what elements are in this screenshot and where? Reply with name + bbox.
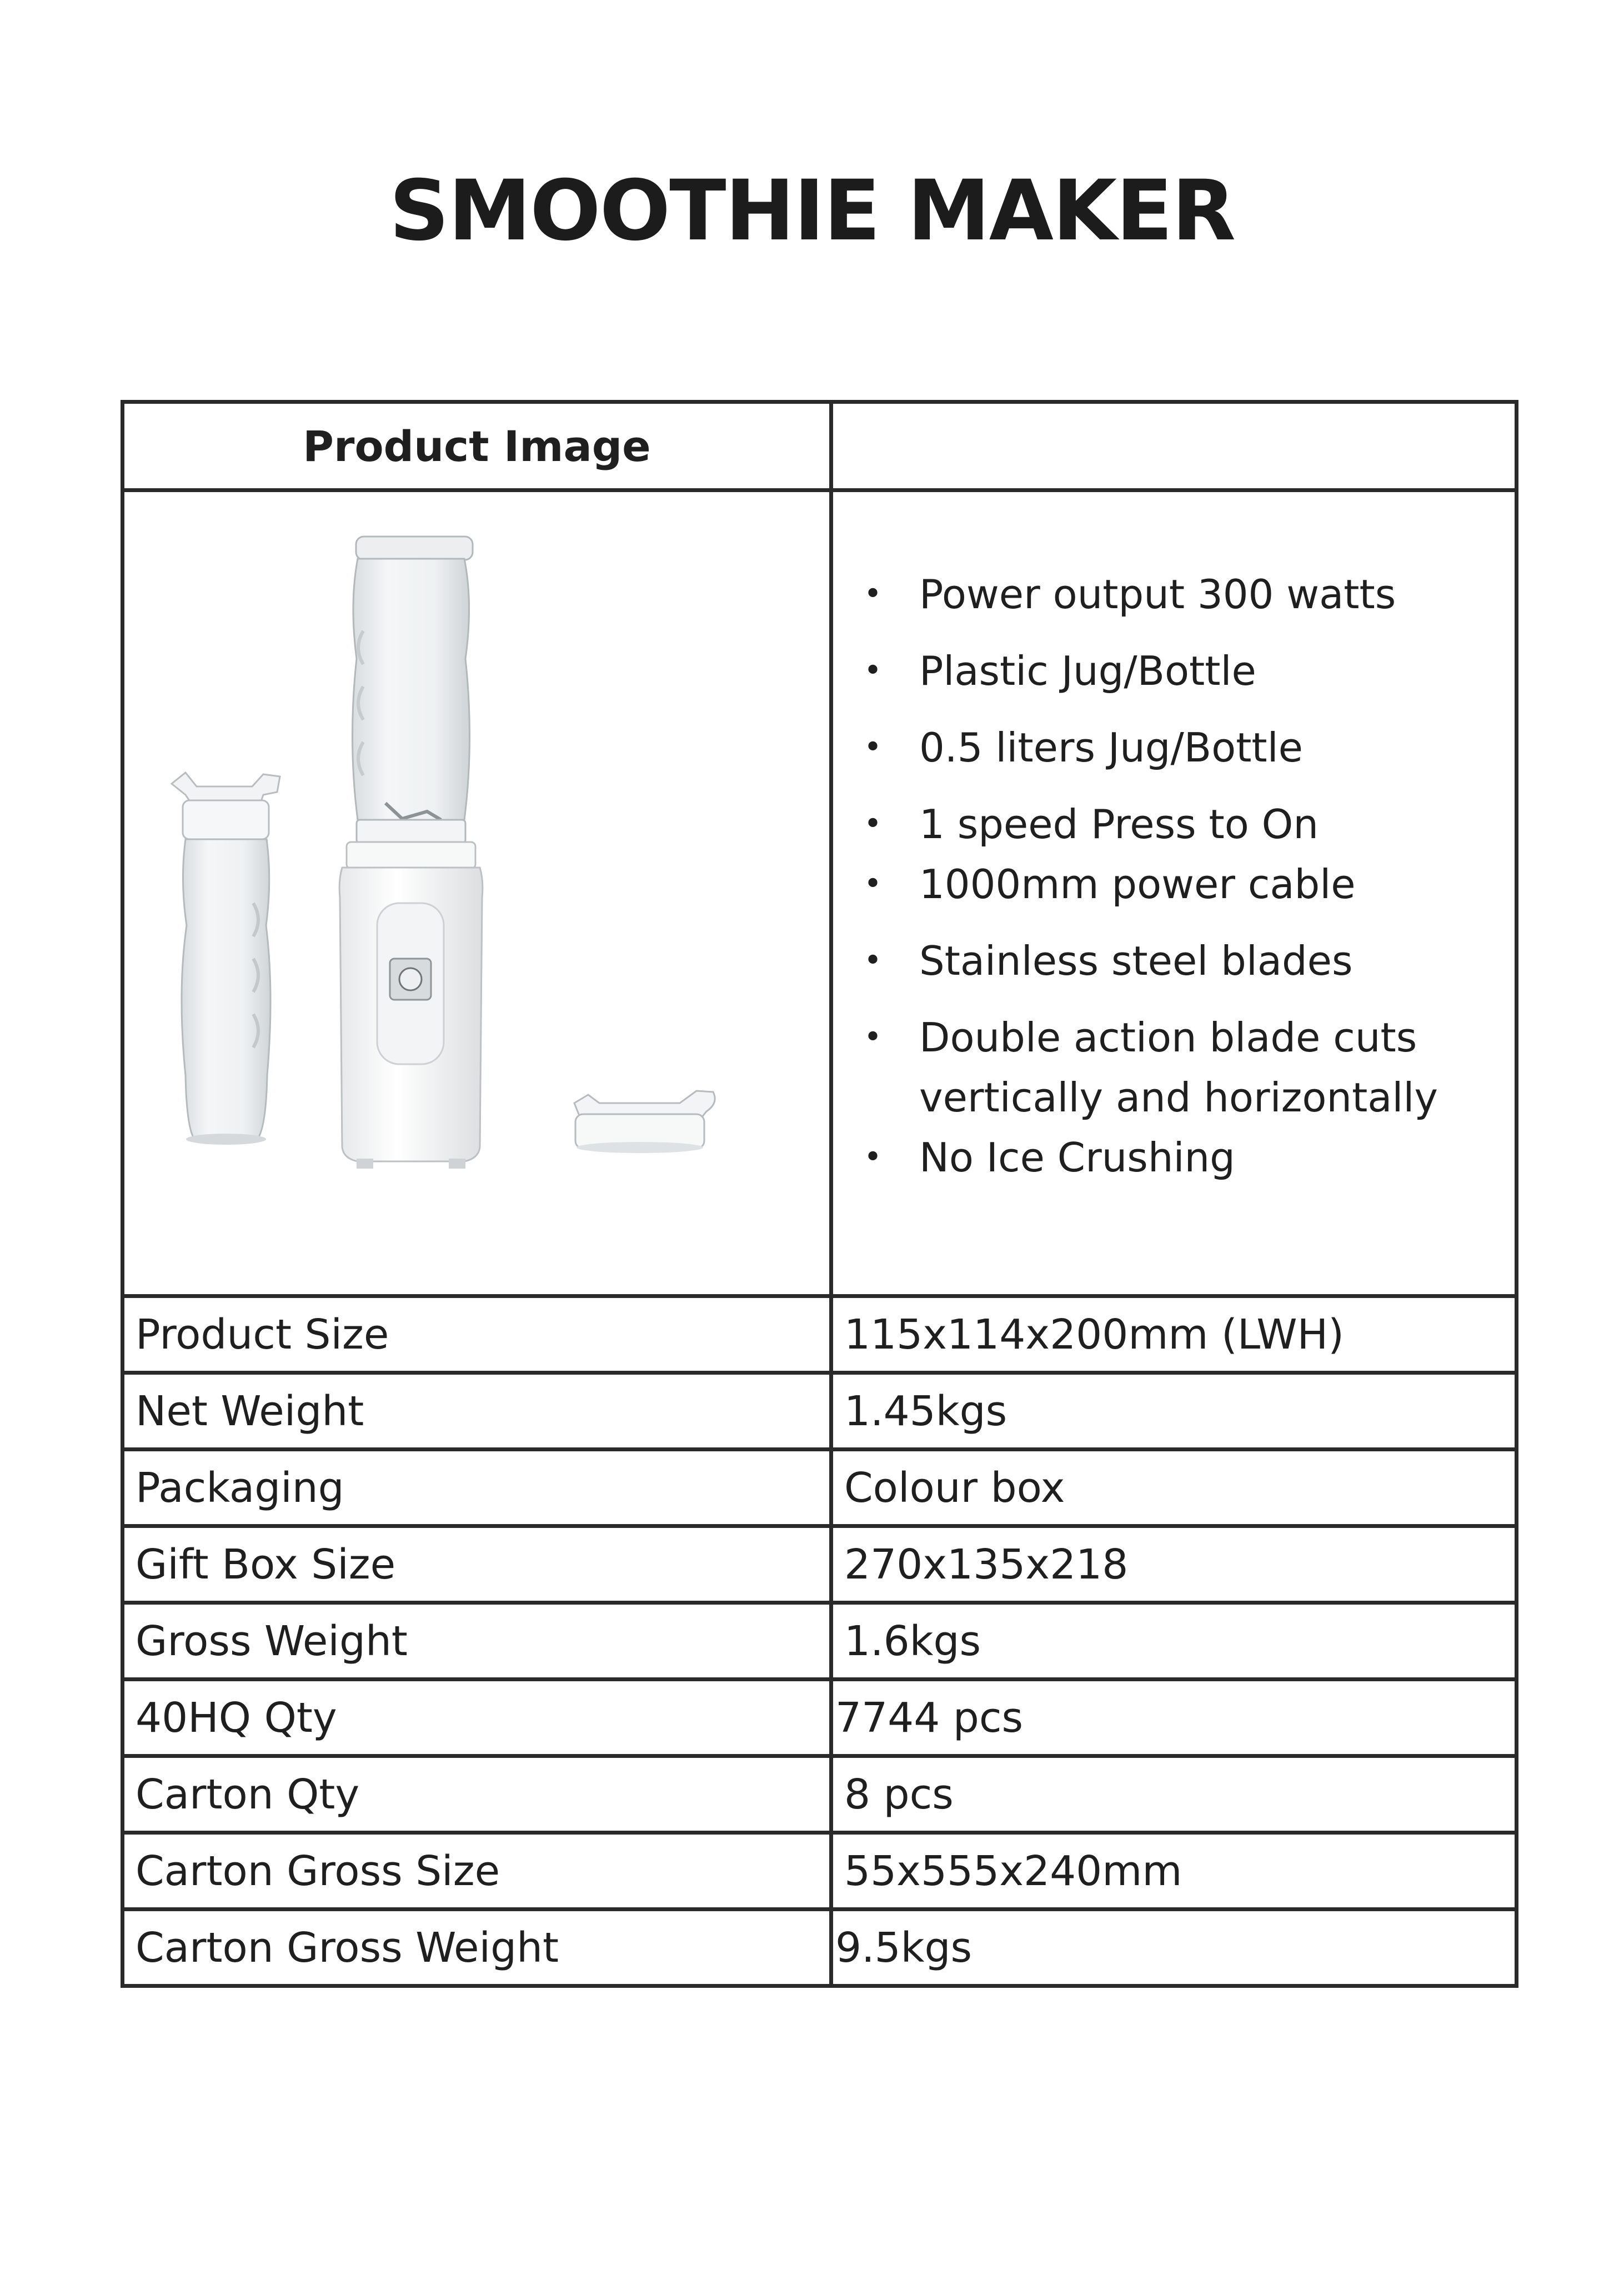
spare-bottle-icon — [172, 773, 280, 1145]
spec-value: Colour box — [844, 1464, 1065, 1512]
spec-label-cell — [123, 1756, 831, 1833]
table-row — [123, 1603, 1517, 1680]
spec-table — [121, 400, 1518, 1988]
header-label: Product Image — [303, 421, 651, 471]
feature-item: • No Ice Crushing — [864, 1128, 1502, 1187]
table-row — [123, 1450, 1517, 1526]
table-row — [123, 1373, 1517, 1450]
spec-value-cell — [831, 1680, 1517, 1756]
page-title: SMOOTHIE MAKER — [389, 163, 1235, 259]
spec-value-cell — [831, 1833, 1517, 1910]
features-cell — [831, 490, 1517, 1296]
blender-icon — [339, 537, 483, 1169]
header-cell-empty — [831, 402, 1517, 490]
table-row — [123, 1680, 1517, 1756]
feature-item: • 0.5 liters Jug/Bottle — [864, 718, 1502, 778]
spec-label-cell — [123, 1680, 831, 1756]
features-list — [864, 564, 1502, 1204]
spec-label: Carton Qty — [136, 1770, 360, 1818]
spec-value-cell — [831, 1450, 1517, 1526]
feature-item: • Double action blade cuts vertically and horizontally — [864, 1008, 1502, 1128]
spec-label-cell — [123, 1296, 831, 1373]
product-image-cell — [123, 490, 831, 1296]
table-row — [123, 1833, 1517, 1910]
spec-label-cell — [123, 1603, 831, 1680]
feature-item: • 1000mm power cable — [864, 854, 1502, 914]
spec-label: Gift Box Size — [136, 1540, 396, 1589]
spec-label-cell — [123, 1910, 831, 1986]
feature-item: • Stainless steel blades — [864, 931, 1502, 991]
spec-value: 55x555x240mm — [844, 1847, 1182, 1895]
spec-value: 8 pcs — [844, 1770, 954, 1818]
table-row — [123, 1296, 1517, 1373]
spec-value: 1.45kgs — [844, 1387, 1008, 1435]
table-row — [123, 1910, 1517, 1986]
table-row — [123, 1526, 1517, 1603]
spec-value-cell — [831, 1373, 1517, 1450]
spec-label-cell — [123, 1833, 831, 1910]
product-image — [124, 492, 825, 1294]
spec-label: Product Size — [136, 1310, 389, 1359]
spec-value: 115x114x200mm (LWH) — [844, 1310, 1344, 1359]
spec-label-cell — [123, 1450, 831, 1526]
table-header-row — [123, 402, 1517, 490]
spec-value: 7744 pcs — [835, 1693, 1024, 1742]
product-image-row — [123, 490, 1517, 1296]
spec-value: 1.6kgs — [844, 1617, 981, 1665]
spec-label: Carton Gross Size — [136, 1847, 500, 1895]
feature-item: • Plastic Jug/Bottle — [864, 641, 1502, 701]
spec-value-cell — [831, 1756, 1517, 1833]
header-cell-product-image — [123, 402, 831, 490]
spec-value-cell — [831, 1910, 1517, 1986]
feature-item: • 1 speed Press to On — [864, 794, 1502, 854]
feature-item: • Power output 300 watts — [864, 564, 1502, 624]
spec-value-cell — [831, 1526, 1517, 1603]
spec-label: Gross Weight — [136, 1617, 408, 1665]
spec-value-cell — [831, 1603, 1517, 1680]
spec-label: Carton Gross Weight — [136, 1923, 559, 1972]
spec-value: 9.5kgs — [835, 1923, 973, 1972]
spec-value-cell — [831, 1296, 1517, 1373]
spec-label: Packaging — [136, 1464, 344, 1512]
spec-label-cell — [123, 1526, 831, 1603]
spec-label: Net Weight — [136, 1387, 364, 1435]
spec-label-cell — [123, 1373, 831, 1450]
spec-value: 270x135x218 — [844, 1540, 1129, 1589]
travel-lid-icon — [574, 1091, 715, 1153]
spec-label: 40HQ Qty — [136, 1693, 337, 1742]
table-row — [123, 1756, 1517, 1833]
